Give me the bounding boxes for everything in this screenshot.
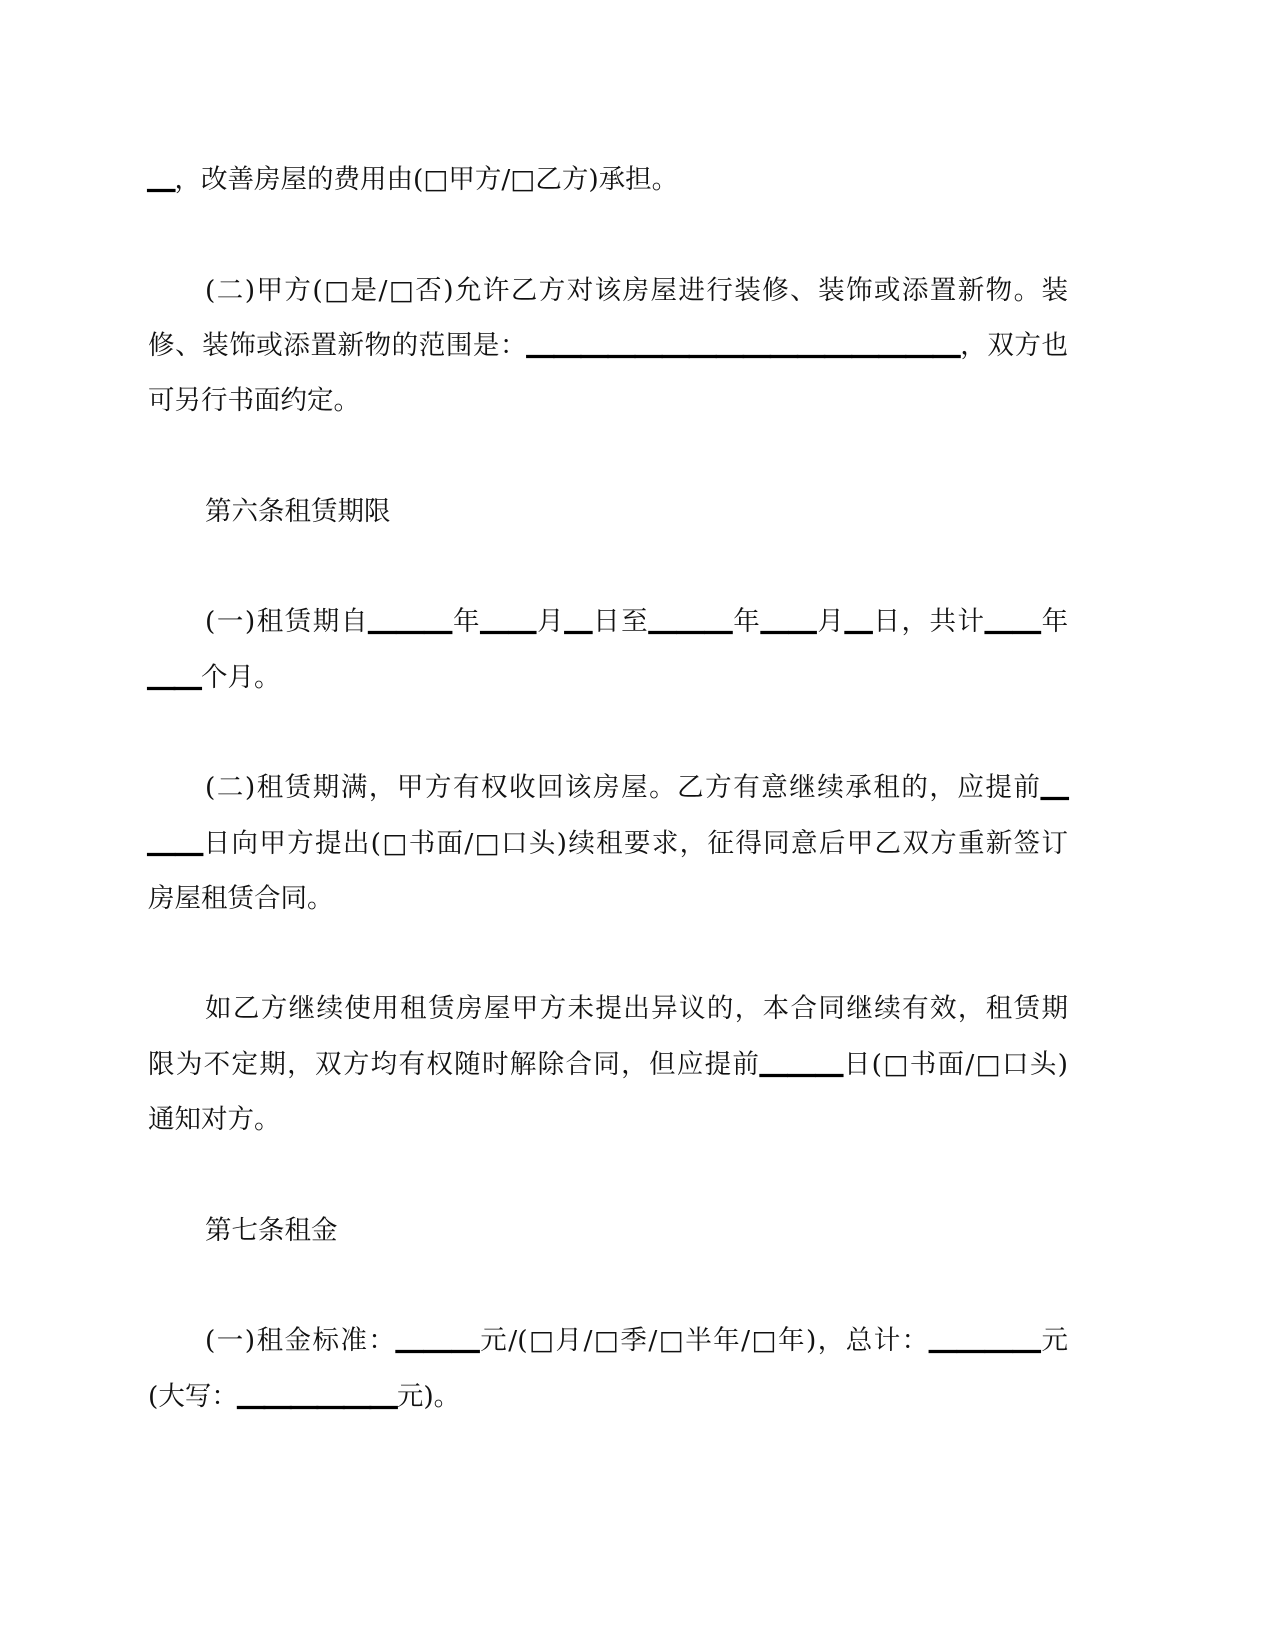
text-line: (一)租赁期自＿＿＿年＿＿月＿日至＿＿＿年＿＿月＿日，共计＿＿年 — [205, 606, 1069, 638]
section-heading-article-6 — [148, 484, 1068, 539]
fill-in-blank: ＿＿＿ — [649, 606, 734, 638]
text-line: (一)租金标准：＿＿＿元/(□月/□季/□半年/□年)，总计：＿＿＿＿元 — [205, 1325, 1069, 1357]
text-line: 限为不定期，双方均有权随时解除合同，但应提前＿＿＿日(□书面/□口头) — [148, 1048, 1069, 1080]
text-line: (二)甲方(□是/□否)允许乙方对该房屋进行装修、装饰或添置新物。装 — [205, 274, 1068, 306]
document-body — [148, 152, 1068, 1479]
text-line: (二)租赁期满，甲方有权收回该房屋。乙方有意继续承租的，应提前＿ — [205, 772, 1068, 804]
fill-in-blank: ＿＿＿＿＿＿ — [237, 1380, 397, 1412]
text-line: ＿＿个月。 — [148, 661, 281, 693]
text-line: ＿＿日向甲方提出(□书面/□口头)续租要求，征得同意后甲乙双方重新签订 — [148, 827, 1068, 859]
paragraph-decoration-clause — [148, 263, 1068, 429]
fill-in-blank: ＿＿ — [148, 827, 204, 859]
text-line: (大写：＿＿＿＿＿＿元)。 — [148, 1380, 461, 1412]
paragraph-indefinite-term — [148, 981, 1068, 1147]
section-heading: 第七条租金 — [205, 1214, 338, 1246]
fill-in-blank: ＿ — [1041, 772, 1068, 804]
paragraph-continuation — [148, 152, 1068, 207]
fill-in-blank: ＿＿ — [148, 661, 201, 693]
fill-in-blank: ＿＿＿ — [760, 1048, 844, 1080]
fill-in-blank: ＿＿＿＿ — [929, 1325, 1042, 1357]
paragraph-rent-standard — [148, 1313, 1068, 1424]
fill-in-blank: ＿＿＿ — [396, 1325, 481, 1357]
text-line: 修、装饰或添置新物的范围是：＿＿＿＿＿＿＿＿＿＿＿＿＿＿＿＿，双方也 — [148, 329, 1069, 361]
fill-in-blank: ＿＿＿ — [368, 606, 453, 638]
section-heading: 第六条租赁期限 — [205, 495, 391, 527]
text-line: 房屋租赁合同。 — [148, 882, 334, 914]
fill-in-blank: ＿ — [148, 164, 175, 195]
text-line: ＿，改善房屋的费用由(□甲方/□乙方)承担。 — [148, 164, 679, 195]
text-line: 如乙方继续使用租赁房屋甲方未提出异议的，本合同继续有效，租赁期 — [205, 993, 1068, 1025]
fill-in-blank: ＿＿ — [481, 606, 538, 638]
fill-in-blank: ＿ — [845, 606, 874, 638]
paragraph-lease-term — [148, 594, 1068, 705]
section-heading-article-7 — [148, 1203, 1068, 1258]
fill-in-blank: ＿＿ — [985, 606, 1042, 638]
fill-in-blank: ＿＿＿＿＿＿＿＿＿＿＿＿＿＿＿＿ — [527, 329, 961, 361]
paragraph-lease-renewal — [148, 760, 1068, 926]
fill-in-blank: ＿ — [565, 606, 594, 638]
text-line: 通知对方。 — [148, 1104, 281, 1136]
text-line: 可另行书面约定。 — [148, 385, 360, 417]
fill-in-blank: ＿＿ — [761, 606, 818, 638]
